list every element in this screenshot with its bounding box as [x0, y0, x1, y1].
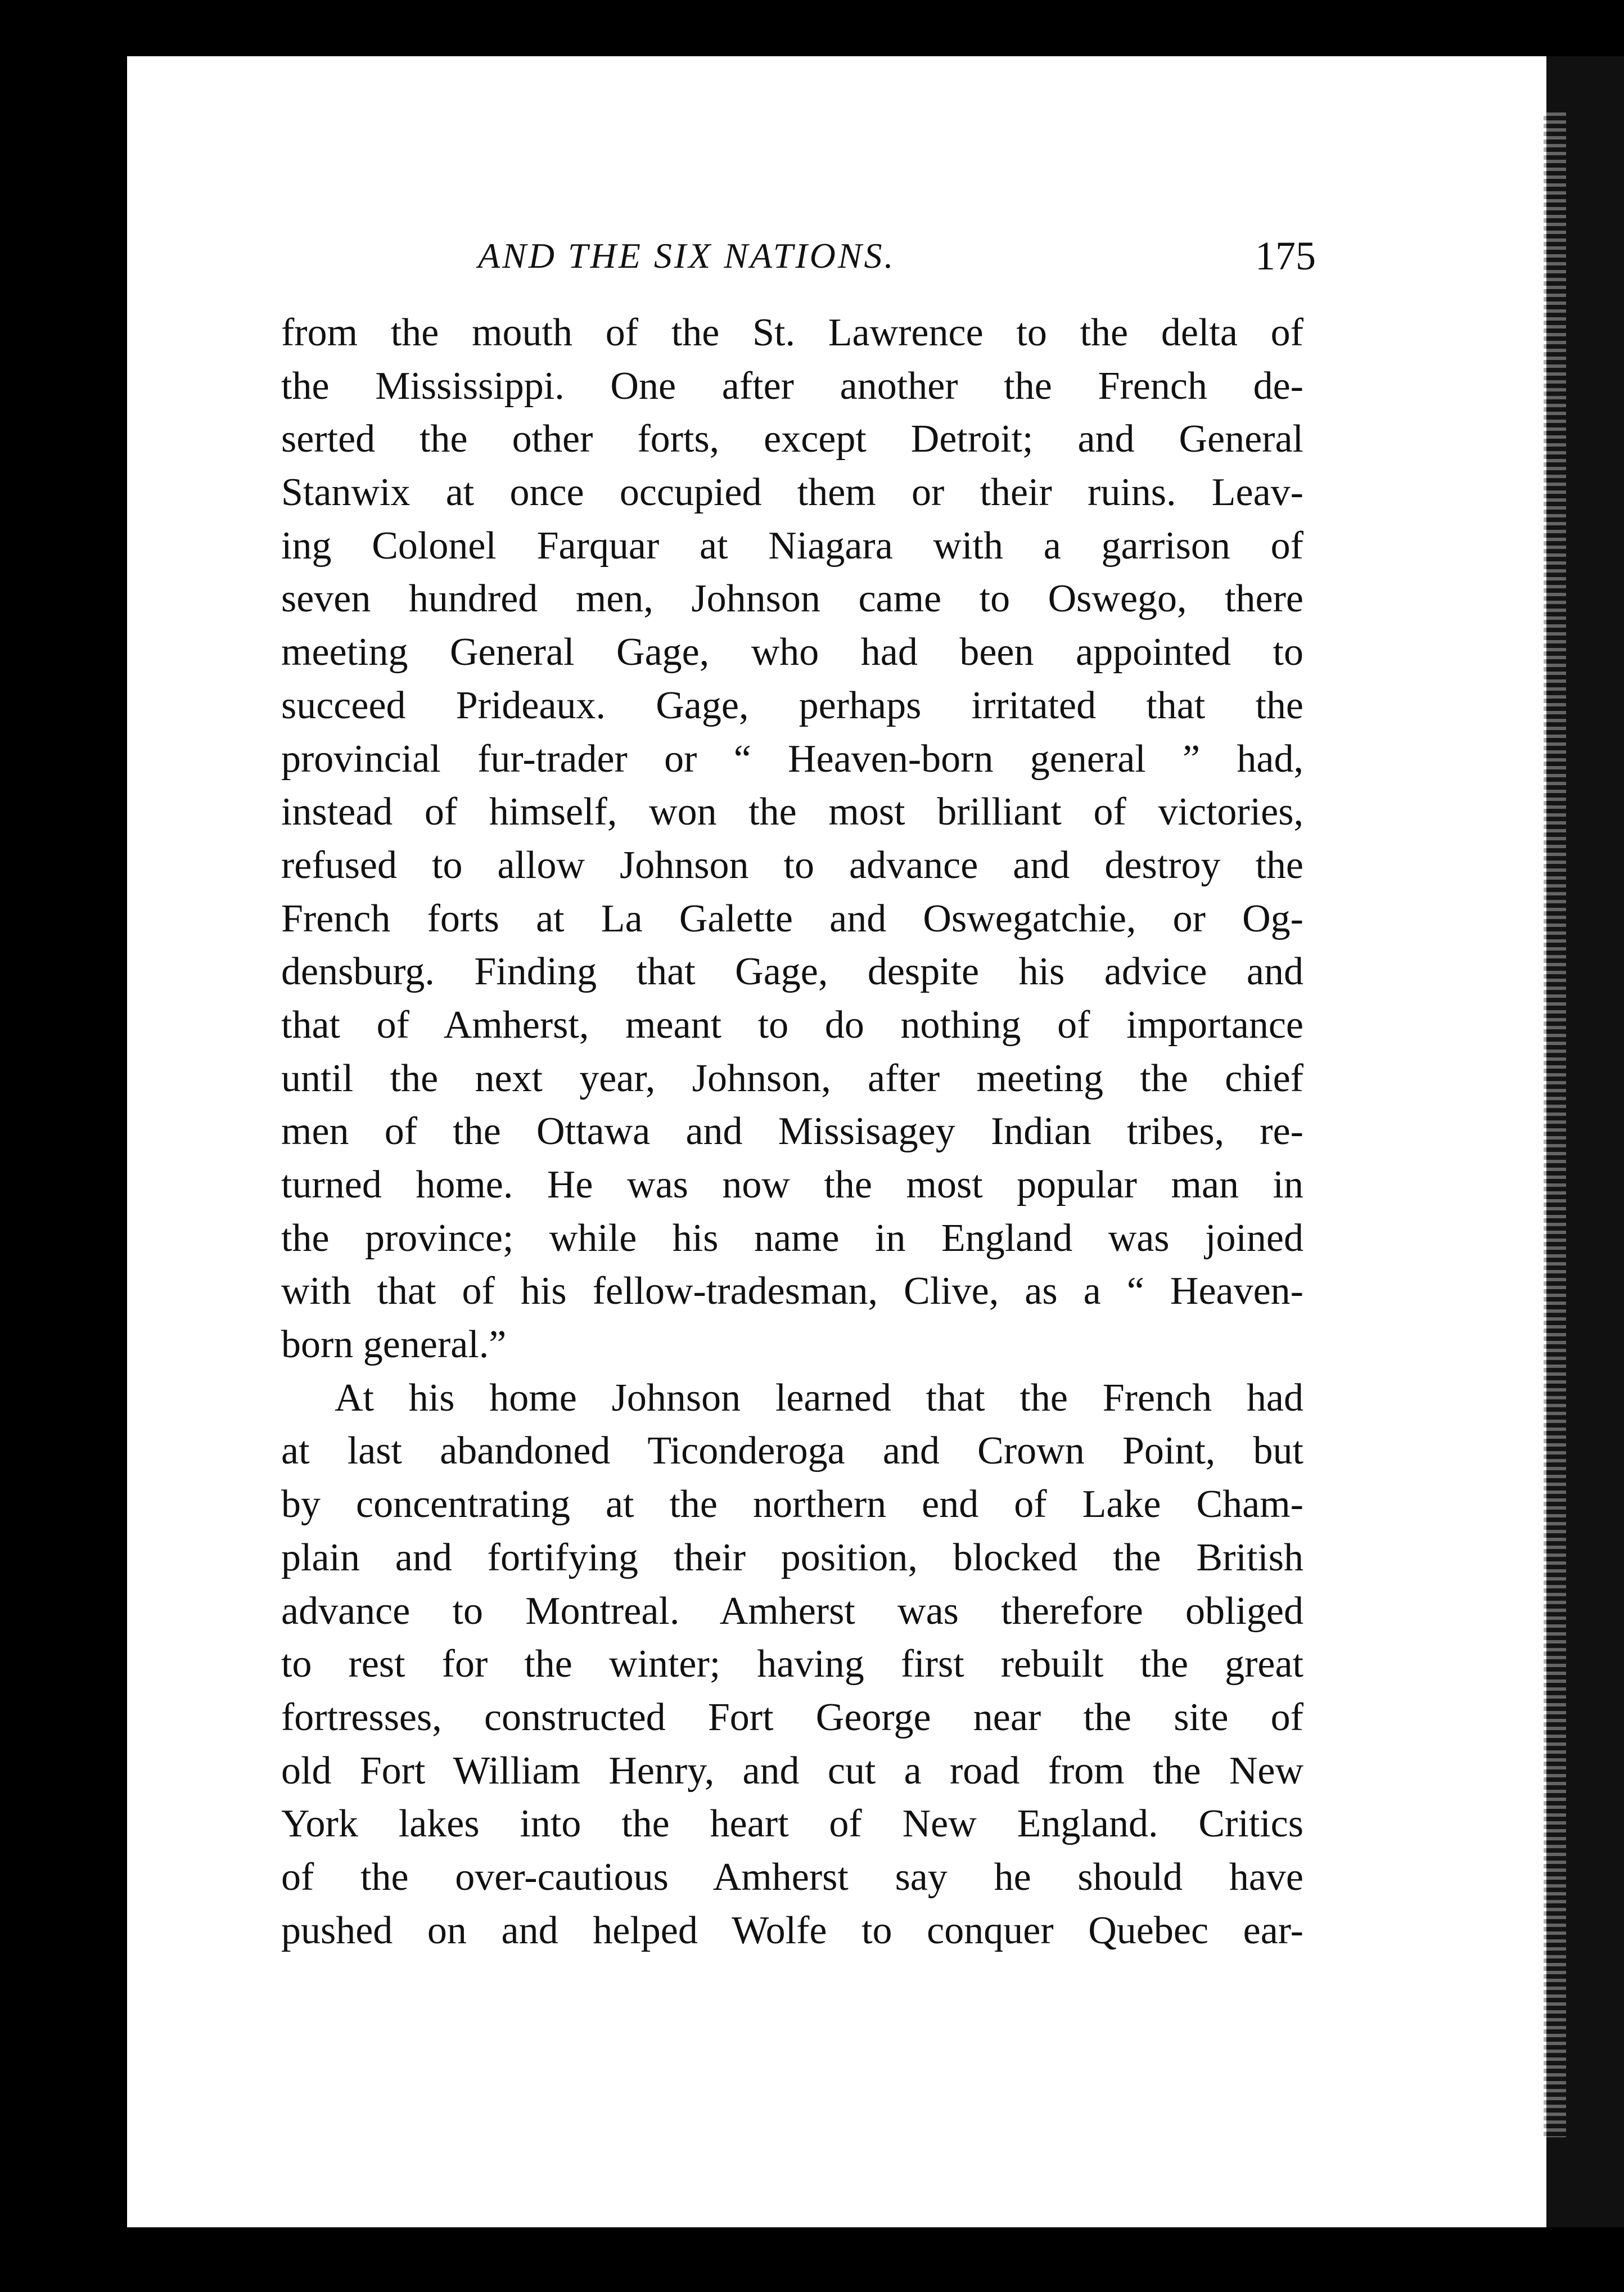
body-text [281, 307, 1303, 1957]
text-line: serted the other forts, except Detroit; and General [281, 417, 1303, 461]
text-line: from the mouth of the St. Lawrence to the delta of [281, 311, 1303, 354]
text-line: pushed on and helped Wolfe to conquer Quebec ear- [281, 1908, 1303, 1952]
text-line: by concentrating at the northern end of Lake Cham- [281, 1483, 1303, 1527]
text-line: Stanwix at once occupied them or their ruins. Leav- [281, 471, 1303, 515]
text-line: densburg. Finding that Gage, despite his advice and [281, 950, 1303, 994]
text-line: provincial fur-trader or “ Heaven-born general ” had, [281, 737, 1303, 781]
text-line: of the over-cautious Amherst say he should have [281, 1855, 1303, 1899]
text-line: instead of himself, won the most brilliant of victories, [281, 790, 1303, 834]
text-line: fortresses, constructed Fort George near the site of [281, 1695, 1303, 1739]
text-line: at last abandoned Ticonderoga and Crown Point, but [281, 1429, 1303, 1473]
text-line: the Mississippi. One after another the French de- [281, 364, 1303, 408]
text-line: that of Amherst, meant to do nothing of importance [281, 1003, 1303, 1047]
page-edge-texture [1544, 112, 1566, 2137]
running-head-title: AND THE SIX NATIONS. [478, 236, 896, 276]
running-head [281, 225, 1316, 287]
text-line: to rest for the winter; having first rebuilt the great [281, 1642, 1303, 1686]
text-line: plain and fortifying their position, blocked the British [281, 1535, 1303, 1579]
text-line: refused to allow Johnson to advance and destroy the [281, 843, 1303, 887]
text-line: French forts at La Galette and Oswegatchie, or Og- [281, 897, 1303, 940]
text-line: until the next year, Johnson, after meeting the chief [281, 1056, 1303, 1100]
paragraph-end-line: born general.” [281, 1323, 507, 1367]
text-line: ing Colonel Farquar at Niagara with a garrison of [281, 524, 1303, 568]
text-line: turned home. He was now the most popular man in [281, 1163, 1303, 1206]
paragraph-start-line: At his home Johnson learned that the French had [335, 1376, 1303, 1420]
text-line: with that of his fellow-tradesman, Clive, as a “ Heaven- [281, 1269, 1303, 1313]
page-number: 175 [1255, 233, 1316, 278]
text-line: meeting General Gage, who had been appointed to [281, 631, 1303, 674]
text-line: York lakes into the heart of New England. Critics [281, 1802, 1303, 1846]
text-line: succeed Prideaux. Gage, perhaps irritated that the [281, 683, 1303, 727]
book-spine-shadow [94, 56, 127, 2227]
text-line: the province; while his name in England was joined [281, 1216, 1303, 1260]
text-line: advance to Montreal. Amherst was therefore obliged [281, 1589, 1303, 1633]
text-line: men of the Ottawa and Missisagey Indian tribes, re- [281, 1110, 1303, 1154]
text-line: old Fort William Henry, and cut a road from the New [281, 1749, 1303, 1793]
text-line: seven hundred men, Johnson came to Oswego, there [281, 577, 1303, 621]
